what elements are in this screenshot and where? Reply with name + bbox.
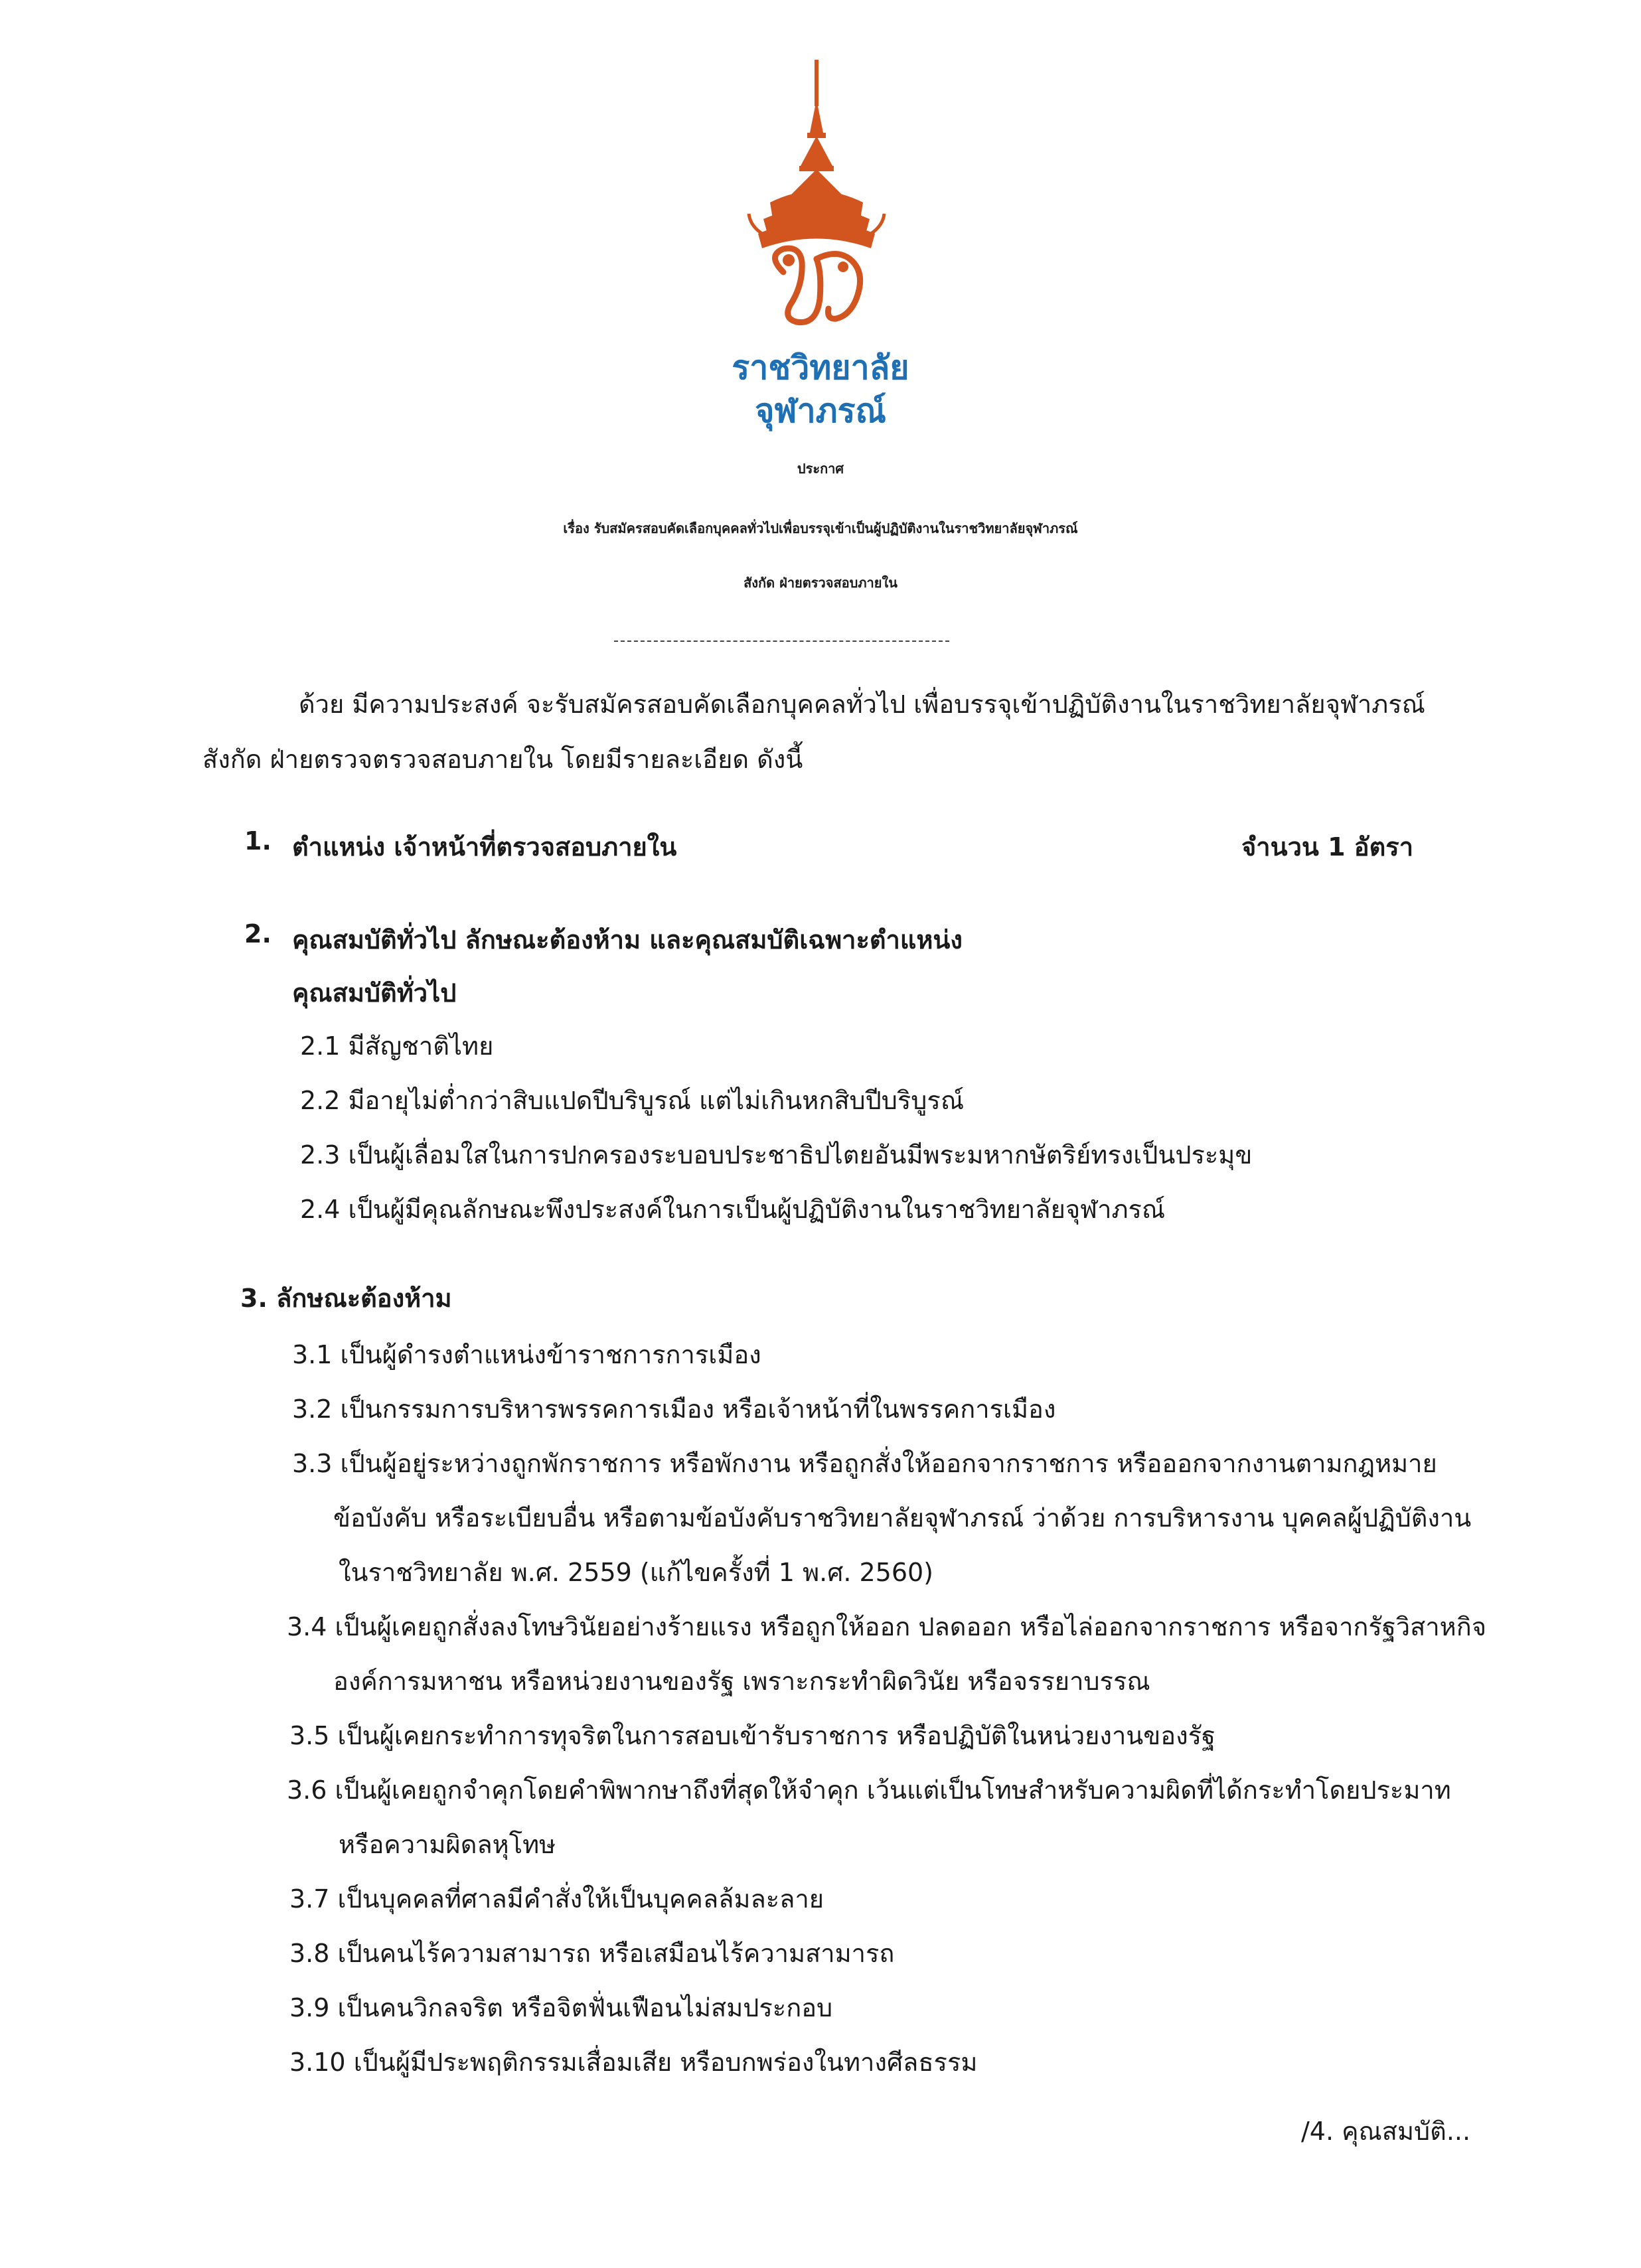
section3-line: 3.7 เป็นบุคคลที่ศาลมีคำสั่งให้เป็นบุคคลล้มละลาย	[289, 1884, 824, 1914]
section2-item: 2.4 เป็นผู้มีคุณลักษณะพึงประสงค์ในการเป็นผู้ปฏิบัติงานในราชวิทยาลัยจุฬาภรณ์	[300, 1195, 1166, 1224]
section3-line: หรือความผิดลหุโทษ	[339, 1830, 556, 1859]
section2-item: 2.2 มีอายุไม่ต่ำกว่าสิบแปดปีบริบูรณ์ แต่ไม่เกินหกสิบปีบริบูรณ์	[300, 1086, 965, 1115]
header-divider	[614, 641, 949, 642]
org-name-line2: จุฬาภรณ์	[755, 392, 886, 430]
doc-type-heading: ประกาศ	[797, 461, 844, 477]
section2-title: คุณสมบัติทั่วไป ลักษณะต้องห้าม และคุณสมบัติเฉพาะตำแหน่ง	[292, 925, 963, 954]
section3-line: 3.8 เป็นคนไร้ความสามารถ หรือเสมือนไร้ความสามารถ	[289, 1939, 895, 1968]
continuation-note: /4. คุณสมบัติ...	[1301, 2117, 1471, 2146]
section1-count: จำนวน 1 อัตรา	[1241, 832, 1414, 862]
section3-line: 3.10 เป็นผู้มีประพฤติกรรมเสื่อมเสีย หรือบกพร่องในทางศีลธรรม	[289, 2048, 978, 2077]
section3-line: 3.3 เป็นผู้อยู่ระหว่างถูกพักราชการ หรือพักงาน หรือถูกสั่งให้ออกจากราชการ หรือออกจากงานตามกฎหมาย	[292, 1449, 1437, 1478]
section2-item: 2.3 เป็นผู้เลื่อมใสในการปกครองระบอบประชาธิปไตยอันมีพระมหากษัตริย์ทรงเป็นประมุข	[300, 1140, 1253, 1170]
section1-position: ตำแหน่ง เจ้าหน้าที่ตรวจสอบภายใน	[292, 832, 677, 862]
section3-line: 3.6 เป็นผู้เคยถูกจำคุกโดยคำพิพากษาถึงที่สุดให้จำคุก เว้นแต่เป็นโทษสำหรับความผิดที่ได้กระทำโดยประมาท	[287, 1776, 1451, 1805]
section3-line: 3.5 เป็นผู้เคยกระทำการทุจริตในการสอบเข้ารับราชการ หรือปฏิบัติในหน่วยงานของรัฐ	[289, 1721, 1216, 1750]
intro-line-1: ด้วย มีความประสงค์ จะรับสมัครสอบคัดเลือกบุคคลทั่วไป เพื่อบรรจุเข้าปฏิบัติงานในราชวิทยาลัยจุฬาภรณ์	[299, 690, 1425, 719]
org-name-line1: ราชวิทยาลัย	[732, 348, 909, 387]
section3-line: 3.2 เป็นกรรมการบริหารพรรคการเมือง หรือเจ้าหน้าที่ในพรรคการเมือง	[292, 1395, 1056, 1424]
intro-line-2: สังกัด ฝ่ายตรวจตรวจสอบภายใน โดยมีรายละเอียด ดังนี้	[202, 745, 803, 774]
section3-line: ข้อบังคับ หรือระเบียบอื่น หรือตามข้อบังคับราชวิทยาลัยจุฬาภรณ์ ว่าด้วย การบริหารงาน บุคคลผู้ปฏิบัติงาน	[333, 1503, 1472, 1533]
section3-line: ในราชวิทยาลัย พ.ศ. 2559 (แก้ไขครั้งที่ 1 พ.ศ. 2560)	[339, 1558, 934, 1587]
section3-line: 3.1 เป็นผู้ดำรงตำแหน่งข้าราชการการเมือง	[292, 1340, 761, 1369]
chulabhorn-royal-academy-logo	[743, 60, 890, 339]
section2-number: 2.	[244, 919, 272, 948]
section3-line: 3.4 เป็นผู้เคยถูกสั่งลงโทษวินัยอย่างร้ายแรง หรือถูกให้ออก ปลดออก หรือไล่ออกจากราชการ หรือจากรัฐวิสาหกิจ	[287, 1612, 1486, 1641]
section2-item: 2.1 มีสัญชาติไทย	[300, 1031, 494, 1061]
section1-number: 1.	[244, 826, 272, 856]
department-heading: สังกัด ฝ่ายตรวจสอบภายใน	[743, 575, 898, 591]
section2-subtitle: คุณสมบัติทั่วไป	[292, 978, 457, 1008]
subject-heading: เรื่อง รับสมัครสอบคัดเลือกบุคคลทั่วไปเพื่อบรรจุเข้าเป็นผู้ปฏิบัติงานในราชวิทยาลัยจุฬาภรณ์	[563, 520, 1078, 536]
section3-title: 3. ลักษณะต้องห้าม	[240, 1284, 452, 1313]
section3-line: 3.9 เป็นคนวิกลจริต หรือจิตฟั่นเฟือนไม่สมประกอบ	[289, 1993, 833, 2022]
section3-line: องค์การมหาชน หรือหน่วยงานของรัฐ เพราะกระทำผิดวินัย หรือจรรยาบรรณ	[333, 1667, 1150, 1696]
